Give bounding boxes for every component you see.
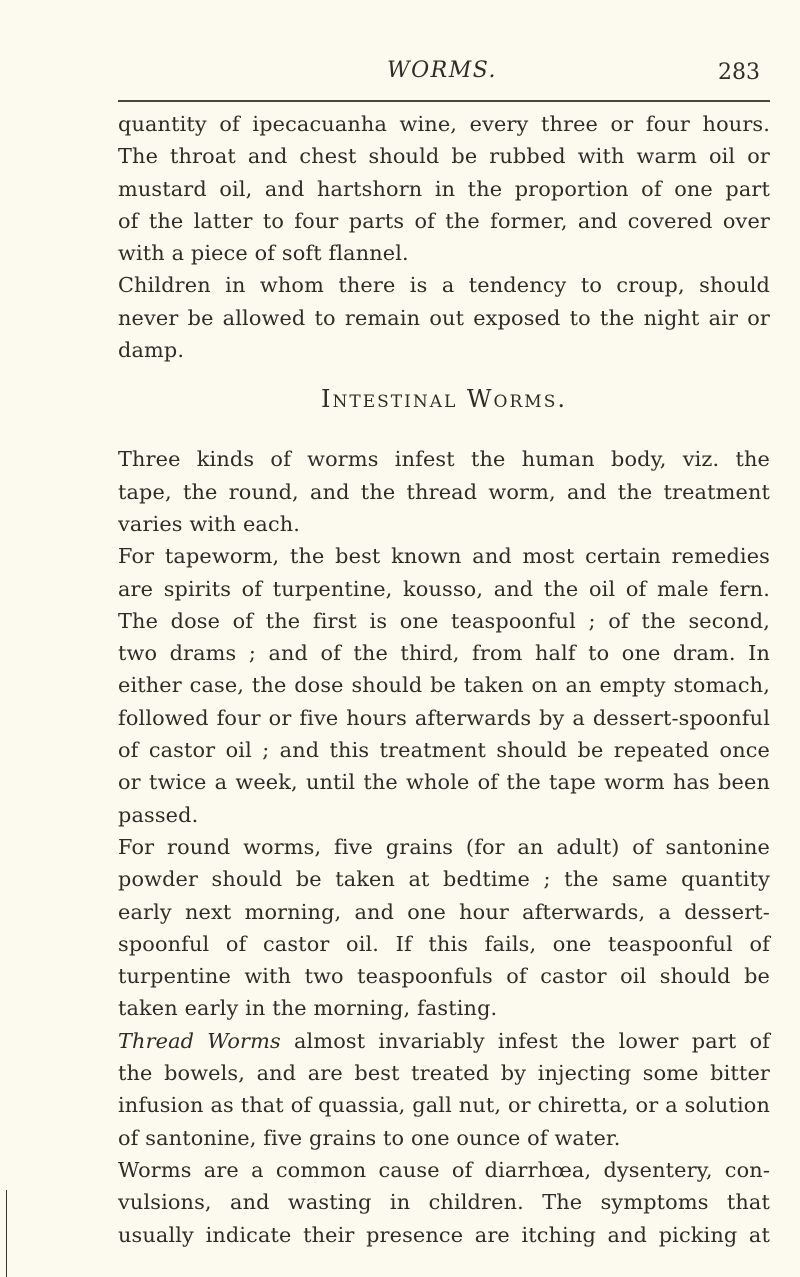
text-line: the bowels, and are best treated by injecting some bitter [118, 1061, 770, 1086]
text-line: For round worms, five grains (for an adult) of santonine [118, 834, 770, 859]
paragraph-round-worms [118, 831, 770, 1025]
text-line: taken early in the morning, fasting. [118, 996, 498, 1021]
text-line [118, 1025, 770, 1057]
paragraph-tapeworm [118, 540, 770, 831]
running-head: WORMS. [386, 58, 498, 83]
text-line: or twice a week, until the whole of the tape worm has been [118, 770, 770, 795]
text-line: never be allowed to remain out exposed to the night air or [118, 305, 770, 330]
text-line: two drams ; and of the third, from half to one dram. In [118, 641, 770, 666]
section-heading: Intestinal Worms. [321, 385, 567, 414]
text-line: vulsions, and wasting in children. The symptoms that [118, 1190, 770, 1215]
page-edge-mark [6, 1190, 7, 1277]
text-line: quantity of ipecacuanha wine, every three or four hours. [118, 112, 770, 136]
page-header [118, 58, 766, 92]
paragraph-worm-symptoms [118, 1154, 770, 1251]
text-line: mustard oil, and hartshorn in the proportion of one part [118, 176, 770, 201]
text-line: passed. [118, 802, 199, 827]
text-line: tape, the round, and the thread worm, and the treatment [118, 479, 770, 504]
body-text [118, 108, 770, 1251]
text-line: either case, the dose should be taken on an empty stomach, [118, 673, 770, 698]
text-line: of castor oil ; and this treatment should be repeated once [118, 738, 770, 763]
text-line: with a piece of soft flannel. [118, 241, 409, 266]
text-line: usually indicate their presence are itching and picking at [118, 1222, 770, 1247]
text-line: Three kinds of worms infest the human body, viz. the [118, 447, 770, 472]
text-line: of the latter to four parts of the former, and covered over [118, 208, 770, 233]
text-line: of santonine, five grains to one ounce of water. [118, 1125, 621, 1150]
paragraph-croup-treatment [118, 108, 770, 269]
text-line: The throat and chest should be rubbed with warm oil or [118, 144, 770, 169]
text-line: damp. [118, 338, 185, 363]
text-line: Worms are a common cause of diarrhœa, dysentery, con- [118, 1157, 770, 1182]
text-line: For tapeworm, the best known and most certain remedies [118, 544, 770, 569]
text-line: followed four or five hours afterwards by a dessert-spoonful [118, 705, 770, 730]
header-rule [118, 100, 770, 102]
text-line: spoonful of castor oil. If this fails, one teaspoonful of [118, 931, 770, 956]
text-line: infusion as that of quassia, gall nut, or chiretta, or a solution [118, 1093, 770, 1118]
text-line: The dose of the first is one teaspoonful ; of the second, [118, 608, 770, 633]
paragraph-worm-kinds [118, 443, 770, 540]
text-fragment: almost invariably infest the lower part of [280, 1028, 770, 1053]
text-line: turpentine with two teaspoonfuls of castor oil should be [118, 964, 770, 989]
text-line: varies with each. [118, 511, 301, 536]
text-line: Children in whom there is a tendency to croup, should [118, 273, 770, 298]
paragraph-croup-prevention [118, 269, 770, 366]
text-line: are spirits of turpentine, kousso, and the oil of male fern. [118, 576, 770, 601]
paragraph-thread-worms [118, 1025, 770, 1154]
text-line: early next morning, and one hour afterwards, a dessert- [118, 899, 770, 924]
text-line: powder should be taken at bedtime ; the same quantity [118, 867, 770, 892]
italic-term: Thread Worms [118, 1028, 281, 1053]
page-number: 283 [718, 60, 760, 85]
